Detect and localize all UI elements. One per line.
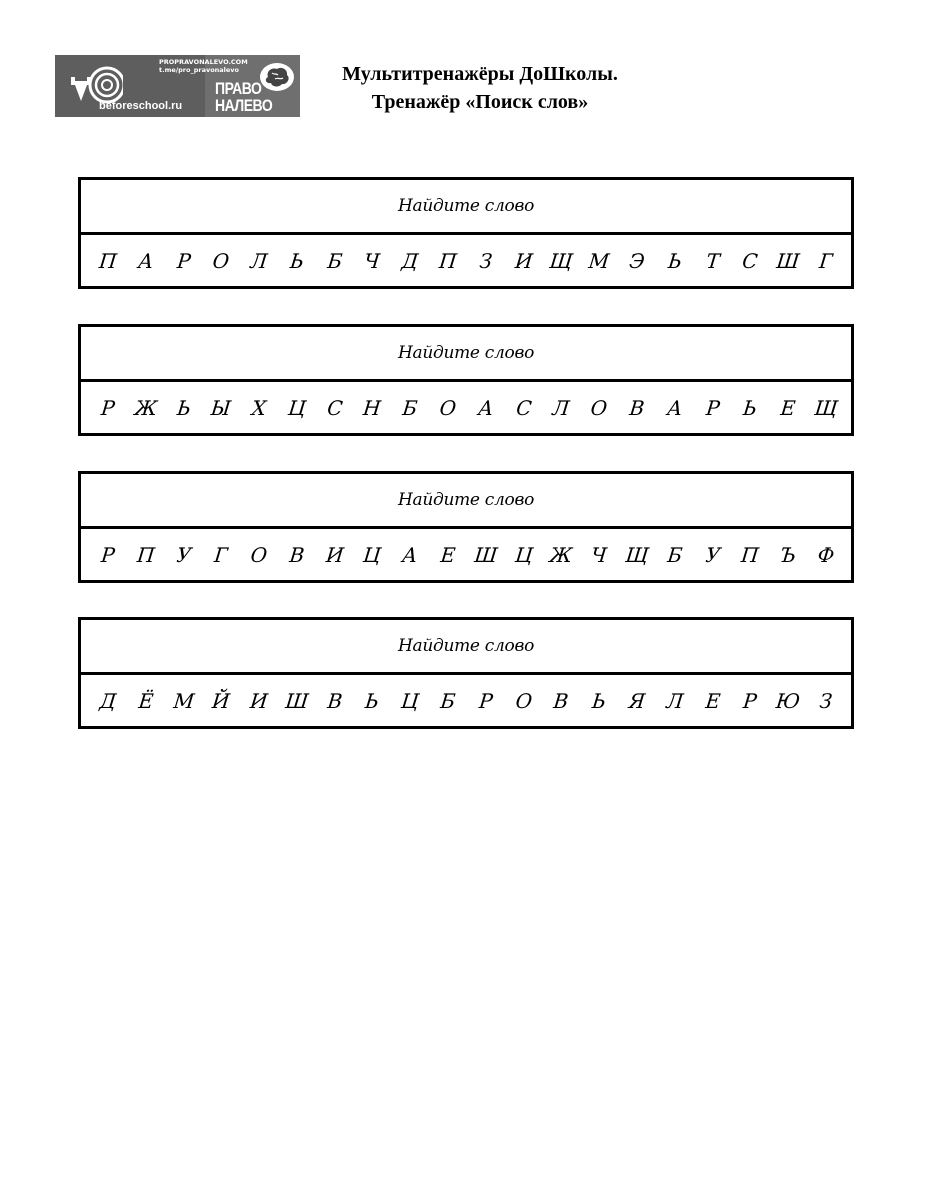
logo-brand-line-1: ПРАВО xyxy=(215,78,262,98)
letter-cell[interactable]: Б xyxy=(439,688,457,713)
letter-cell[interactable]: Л xyxy=(249,248,269,273)
letter-cell[interactable]: А xyxy=(476,395,495,420)
logo-url-1: PROPRAVONALEVO.COM xyxy=(159,58,248,66)
letter-cell[interactable]: Ж xyxy=(133,395,159,420)
letter-cell[interactable]: Н xyxy=(362,395,383,420)
letter-cell[interactable]: Е xyxy=(439,542,457,567)
word-search-puzzle xyxy=(78,617,854,729)
letter-cell[interactable]: Ь xyxy=(288,248,305,273)
letter-cell[interactable]: П xyxy=(98,248,118,273)
title-line-2: Тренажёр «Поиск слов» xyxy=(371,91,589,113)
letter-cell[interactable]: А xyxy=(136,248,155,273)
letter-cell[interactable]: У xyxy=(175,542,193,567)
letter-cell[interactable]: Д xyxy=(98,688,118,713)
letter-row xyxy=(81,675,851,726)
letter-cell[interactable]: П xyxy=(438,248,459,273)
letter-cell[interactable]: Ю xyxy=(774,688,802,713)
letter-cell[interactable]: С xyxy=(325,395,344,420)
letter-cell[interactable]: Ж xyxy=(548,542,574,567)
letter-cell[interactable]: Р xyxy=(100,395,116,420)
letter-cell[interactable]: О xyxy=(211,248,231,273)
letter-cell[interactable]: Щ xyxy=(624,542,650,567)
letter-cell[interactable]: В xyxy=(326,688,344,713)
puzzle-prompt: Найдите слово xyxy=(81,180,851,235)
title-line-1: Мультитренажёры ДоШколы. xyxy=(342,63,618,85)
letter-cell[interactable]: С xyxy=(741,248,760,273)
puzzle-prompt: Найдите слово xyxy=(81,620,851,675)
letter-cell[interactable]: Х xyxy=(250,395,268,420)
letter-cell[interactable]: Ф xyxy=(816,542,836,567)
letter-cell[interactable]: Я xyxy=(627,688,647,713)
letter-cell[interactable]: Д xyxy=(400,248,420,273)
letter-cell[interactable]: Б xyxy=(326,248,344,273)
letter-cell[interactable]: В xyxy=(628,395,646,420)
letter-cell[interactable]: Б xyxy=(401,395,419,420)
word-search-puzzle xyxy=(78,471,854,583)
letter-cell[interactable]: П xyxy=(135,542,156,567)
letter-cell[interactable]: В xyxy=(552,688,570,713)
letter-cell[interactable]: Ш xyxy=(473,542,499,567)
word-search-puzzle xyxy=(78,177,854,289)
letter-cell[interactable]: Ц xyxy=(513,542,534,567)
letter-cell[interactable]: Ы xyxy=(210,395,233,420)
letter-cell[interactable]: Э xyxy=(628,248,646,273)
letter-cell[interactable]: Т xyxy=(704,248,721,273)
letter-cell[interactable]: Щ xyxy=(548,248,575,273)
letter-cell[interactable]: Ц xyxy=(286,395,307,420)
letter-cell[interactable]: Ц xyxy=(400,688,421,713)
letter-cell[interactable]: Щ xyxy=(813,395,839,420)
letter-cell[interactable]: А xyxy=(665,395,684,420)
letter-cell[interactable]: Ш xyxy=(284,688,310,713)
letter-row xyxy=(81,529,851,580)
letter-cell[interactable]: Ь xyxy=(175,395,192,420)
letter-cell[interactable]: И xyxy=(513,248,534,273)
letter-cell[interactable]: Е xyxy=(703,688,722,713)
letter-cell[interactable]: М xyxy=(587,248,611,273)
letter-cell[interactable]: Ь xyxy=(364,688,381,713)
letter-cell[interactable]: Ц xyxy=(362,542,383,567)
letter-cell[interactable]: Е xyxy=(779,395,797,420)
letter-cell[interactable]: Ь xyxy=(591,688,608,713)
word-search-puzzle xyxy=(78,324,854,436)
letter-cell[interactable]: Р xyxy=(742,688,759,713)
logo-site-name: beforeschool.ru xyxy=(99,100,183,112)
letter-cell[interactable]: Г xyxy=(213,542,230,567)
letter-cell[interactable]: А xyxy=(401,542,420,567)
letter-cell[interactable]: Л xyxy=(551,395,571,420)
puzzle-prompt: Найдите слово xyxy=(81,327,851,382)
letter-cell[interactable]: З xyxy=(478,248,494,273)
logo-brand-line-2: НАЛЕВО xyxy=(215,95,273,115)
letter-cell[interactable]: З xyxy=(818,688,834,713)
letter-cell[interactable]: Р xyxy=(477,688,494,713)
letter-cell[interactable]: Й xyxy=(211,688,232,713)
letter-cell[interactable]: В xyxy=(288,542,306,567)
letter-cell[interactable]: Ч xyxy=(590,542,609,567)
letter-cell[interactable]: Ъ xyxy=(778,542,798,567)
letter-cell[interactable]: М xyxy=(172,688,196,713)
letter-cell[interactable]: И xyxy=(249,688,270,713)
letter-cell[interactable]: О xyxy=(514,688,534,713)
letter-cell[interactable]: Р xyxy=(704,395,721,420)
logo-url-2: t.me/pro_pravonalevo xyxy=(159,66,240,74)
puzzle-prompt: Найдите слово xyxy=(81,474,851,529)
letter-cell[interactable]: Р xyxy=(175,248,192,273)
letter-cell[interactable]: П xyxy=(740,542,761,567)
letter-cell[interactable]: Ь xyxy=(666,248,683,273)
letter-cell[interactable]: Б xyxy=(666,542,684,567)
letter-cell[interactable]: О xyxy=(249,542,269,567)
letter-cell[interactable]: Ё xyxy=(137,688,155,713)
letter-cell[interactable]: Ш xyxy=(775,248,801,273)
letter-cell[interactable]: Р xyxy=(100,542,116,567)
letter-cell[interactable]: Л xyxy=(665,688,685,713)
letter-cell[interactable]: О xyxy=(589,395,609,420)
letter-cell[interactable]: Ь xyxy=(742,395,759,420)
letter-row xyxy=(81,382,851,433)
letter-cell[interactable]: Г xyxy=(817,248,834,273)
letter-cell[interactable]: У xyxy=(704,542,721,567)
letter-cell[interactable]: С xyxy=(514,395,533,420)
letter-cell[interactable]: Ч xyxy=(363,248,382,273)
letter-cell[interactable]: О xyxy=(438,395,458,420)
letter-row xyxy=(81,235,851,286)
letter-cell[interactable]: И xyxy=(324,542,345,567)
page-title xyxy=(190,60,770,116)
